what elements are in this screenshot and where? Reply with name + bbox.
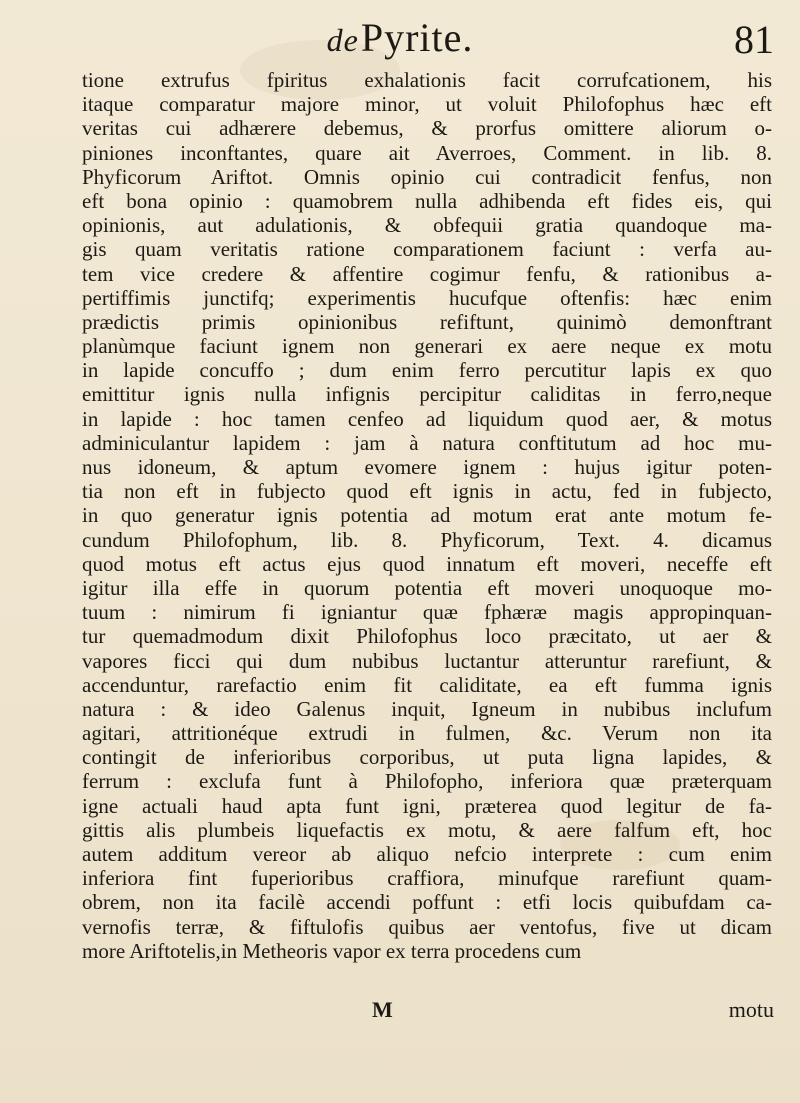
- text-line: prædictis primis opinionibus refiftunt, quinimò demonftrant: [82, 309, 772, 334]
- text-line: veritas cui adhærere debemus, & prorfus omittere aliorum o-: [82, 116, 772, 141]
- text-line: emittitur ignis nulla infignis percipitur caliditas in ferro,neque: [82, 382, 772, 407]
- text-line: planùmque faciunt ignem non generari ex aere neque ex motu: [82, 334, 772, 359]
- text-line: vapores ficci qui dum nubibus luctantur atteruntur rarefiunt, &: [82, 648, 772, 673]
- text-line: tia non eft in fubjecto quod eft ignis in actu, fed in fubjecto,: [82, 479, 772, 504]
- text-line: accenduntur, rarefactio enim fit caliditate, ea eft fumma ignis: [82, 672, 772, 697]
- text-line: vernofis terræ, & fiftulofis quibus aer ventofus, five ut dicam: [82, 914, 772, 939]
- text-line: tione extrufus fpiritus exhalationis facit corrufcationem, his: [82, 68, 772, 92]
- text-line: opinionis, aut adulationis, & obfequii gratia quandoque ma-: [82, 213, 772, 238]
- text-line: itaque comparatur majore minor, ut voluit Philofophus hæc eft: [82, 92, 772, 117]
- text-line: tur quemadmodum dixit Philofophus loco præcitato, ut aer &: [82, 624, 772, 649]
- text-line: tem vice credere & affentire cogimur fenfu, & rationibus a-: [82, 261, 772, 286]
- text-line: in lapide concuffo ; dum enim ferro percutitur lapis ex quo: [82, 358, 772, 383]
- text-line: more Ariftotelis,in Metheoris vapor ex terra procedens cum: [82, 938, 582, 963]
- text-line: tuum : nimirum fi igniantur quæ fphæræ magis appropinquan-: [82, 600, 772, 625]
- text-line: cundum Philofophum, lib. 8. Phyficorum, Text. 4. dicamus: [82, 527, 772, 552]
- text-line: inferiora fint fuperioribus craffiora, minufque rarefiunt quam-: [82, 866, 772, 891]
- text-line: Phyficorum Ariftot. Omnis opinio cui contradicit fenfus, non: [82, 164, 772, 189]
- text-line: agitari, attritionéque extrudi in fulmen, &c. Verum non ita: [82, 721, 772, 746]
- text-line: ferrum : exclufa funt à Philofopho, inferiora quæ præterquam: [82, 769, 772, 794]
- page-header: [0, 12, 800, 66]
- text-line: quod motus eft actus ejus quod innatum eft moveri, neceffe eft: [82, 551, 772, 576]
- page-number: 81: [734, 17, 774, 62]
- body-text: [82, 68, 772, 963]
- text-line: nus idoneum, & aptum evomere ignem : hujus igitur poten-: [82, 455, 772, 479]
- text-line: natura : & ideo Galenus inquit, Igneum in nubibus inclufum: [82, 696, 772, 721]
- text-line: autem additum vereor ab aliquo nefcio interprete : cum enim: [82, 842, 772, 866]
- catchword: motu: [728, 997, 774, 1022]
- signature-mark: M: [372, 997, 393, 1022]
- text-line: gittis alis plumbeis liquefactis ex motu, & aere falfum eft, hoc: [82, 817, 772, 842]
- text-line: igne actuali haud apta funt igni, præterea quod legitur de fa-: [82, 793, 772, 818]
- text-line: in lapide : hoc tamen cenfeo ad liquidum quod aer, & motus: [82, 406, 772, 431]
- text-line: contingit de inferioribus corporibus, ut puta ligna lapides, &: [82, 745, 772, 770]
- text-line: eft bona opinio : quamobrem nulla adhibenda eft fides eis, qui: [82, 188, 772, 213]
- page-footer: [0, 997, 800, 1027]
- text-line: in quo generatur ignis potentia ad motum erat ante motum fe-: [82, 503, 772, 528]
- text-line: pertiffimis junctifq; experimentis hucufque oftenfis: hæc enim: [82, 285, 772, 310]
- running-title: [0, 14, 800, 61]
- running-title-prefix: de: [326, 22, 359, 58]
- text-line: adminiculantur lapidem : jam à natura conftitutum ad hoc mu-: [82, 430, 772, 455]
- text-line: piniones inconftantes, quare ait Averroes, Comment. in lib. 8.: [82, 140, 772, 165]
- running-title-text: Pyrite.: [360, 15, 474, 60]
- text-line: igitur illa effe in quorum potentia eft moveri unoquoque mo-: [82, 575, 772, 600]
- text-line: gis quam veritatis ratione comparationem faciunt : verfa au-: [82, 237, 772, 262]
- text-line: obrem, non ita facilè accendi poffunt : etfi locis quibufdam ca-: [82, 890, 772, 915]
